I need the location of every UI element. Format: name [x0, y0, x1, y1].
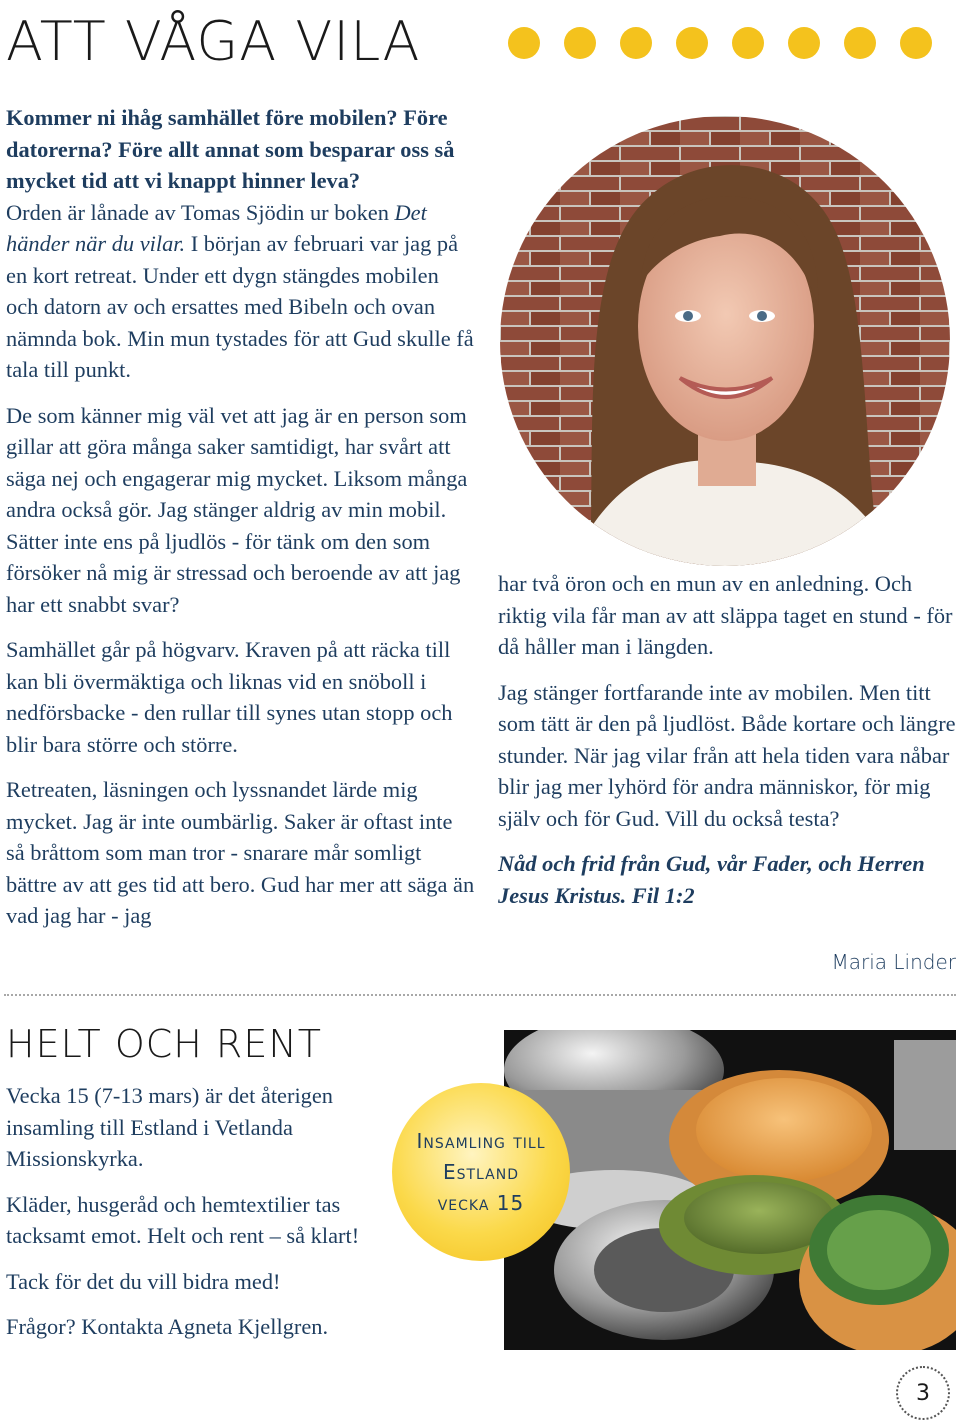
- book-title: Det händer när du vilar.: [6, 199, 427, 256]
- article-paragraph: har två öron och en mun av en anledning. Och riktig vila får man av att släppa taget en stund - för då håller man i längden.: [498, 571, 953, 659]
- article-paragraph: [6, 197, 476, 386]
- article-paragraph: Tack för det du vill bidra med!: [6, 1268, 281, 1294]
- dot-icon: [564, 27, 596, 59]
- dot-icon: [900, 27, 932, 59]
- article-title: ATT VÅGA VILA: [6, 10, 421, 73]
- article-paragraph: Vecka 15 (7-13 mars) är det återigen insamling till Estland i Vetlanda Missionskyrka.: [6, 1083, 334, 1171]
- section-divider: [4, 994, 956, 996]
- dot-icon: [788, 27, 820, 59]
- paragraph-text: I början av februari var jag på en kort retreat. Under ett dygn stängdes mobilen och datorn av och ersattes med Bibeln och ovan nämnda bok. Min mun tystades för att Gud skulle få tala till punkt.: [6, 231, 474, 382]
- badge-line: vecka 15: [437, 1190, 525, 1215]
- decorative-dots: [508, 27, 932, 59]
- collection-badge: [392, 1083, 570, 1261]
- article-paragraph: Frågor? Kontakta Agneta Kjellgren.: [6, 1314, 329, 1339]
- portrait-image: [500, 116, 950, 566]
- article-paragraph: De som känner mig väl vet att jag är en person som gillar att göra många saker samtidigt, har svårt att säga nej och engagerar mig mycket. Liksom många andra också gör. Jag stänger aldrig av min mobil. Sätter inte ens på ljudlös - för tänk om den som försöker nå mig är stressad och beroende av att jag har ett snabbt svar?: [6, 402, 468, 617]
- article-lead: Kommer ni ihåg samhället före mobilen? Före datorerna? Före allt annat som besparar oss så mycket tid att vi knappt hinner leva?: [6, 105, 455, 193]
- photo-image: [504, 1030, 956, 1350]
- article-left-column: [6, 102, 476, 946]
- dot-icon: [676, 27, 708, 59]
- paragraph-text: Orden är lånade av Tomas Sjödin ur boken: [6, 199, 395, 225]
- article-paragraph: Retreaten, läsningen och lyssnandet lärde mig mycket. Jag är inte oumbärlig. Saker är oftast inte så bråttom som man tror - snarare mår somligt bättre av att ges tid att bero. Gud har mer att säga än vad jag har - jag: [6, 777, 475, 928]
- author-portrait: [500, 116, 950, 566]
- kitchenware-photo: [504, 1030, 956, 1350]
- badge-line: Estland: [442, 1159, 520, 1184]
- article-paragraph: Jag stänger fortfarande inte av mobilen. Men titt som tätt är den på ljudlöst. Både kortare och längre stunder. När jag vilar från att hela tiden vara nåbar blir jag mer lyhörd för andra människor, för mig själv och för Gud. Vill du också testa?: [498, 679, 956, 831]
- dot-icon: [508, 27, 540, 59]
- author-signature: Maria Linder: [831, 950, 956, 974]
- article-paragraph: Kläder, husgeråd och hemtextilier tas tacksamt emot. Helt och rent – så klart!: [6, 1191, 360, 1248]
- article2-column: [6, 1080, 386, 1357]
- page-number: 3: [896, 1366, 950, 1420]
- dot-icon: [844, 27, 876, 59]
- dot-icon: [620, 27, 652, 59]
- badge-line: Insamling till: [416, 1128, 546, 1153]
- dot-icon: [732, 27, 764, 59]
- section-title: HELT OCH RENT: [6, 1022, 322, 1066]
- article-right-column: [498, 568, 958, 925]
- article-paragraph: Samhället går på högvarv. Kraven på att räcka till kan bli övermäktiga och liknas vid en snöboll i nedförsbacke - den rullar till synes utan stopp och blir bara större och större.: [6, 637, 453, 757]
- bible-verse: Nåd och frid från Gud, vår Fader, och Herren Jesus Kristus. Fil 1:2: [498, 851, 925, 908]
